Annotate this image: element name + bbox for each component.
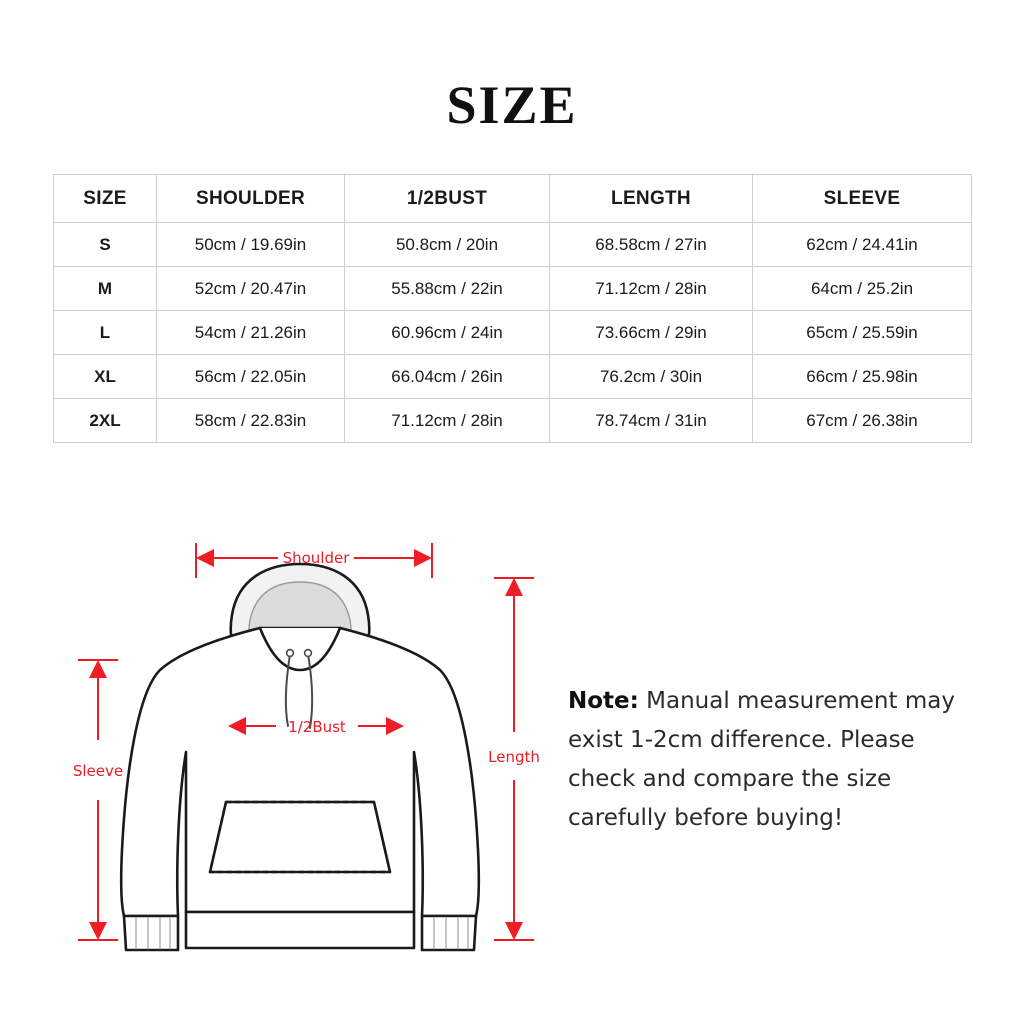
- table-row: [54, 223, 972, 267]
- cell-size: S: [54, 223, 157, 267]
- table-row: [54, 311, 972, 355]
- cell-halfbust: 55.88cm / 22in: [345, 267, 550, 311]
- cell-halfbust: 71.12cm / 28in: [345, 399, 550, 443]
- cell-sleeve: 66cm / 25.98in: [753, 355, 972, 399]
- note-text: Manual measurement may exist 1-2cm difference. Please check and compare the size carefully before buying!: [568, 688, 955, 831]
- cell-shoulder: 54cm / 21.26in: [157, 311, 345, 355]
- column-header-size: SIZE: [54, 175, 157, 223]
- cell-length: 71.12cm / 28in: [550, 267, 753, 311]
- note-block: [568, 682, 968, 838]
- cell-size: L: [54, 311, 157, 355]
- size-chart-table-container: [53, 174, 971, 443]
- cell-sleeve: 62cm / 24.41in: [753, 223, 972, 267]
- cell-length: 76.2cm / 30in: [550, 355, 753, 399]
- cell-shoulder: 52cm / 20.47in: [157, 267, 345, 311]
- table-header-row: [54, 175, 972, 223]
- label-sleeve: Sleeve: [72, 762, 124, 780]
- cell-length: 73.66cm / 29in: [550, 311, 753, 355]
- column-header-sleeve: SLEEVE: [753, 175, 972, 223]
- page-title: SIZE: [446, 75, 578, 135]
- table-row: [54, 267, 972, 311]
- cell-sleeve: 67cm / 26.38in: [753, 399, 972, 443]
- cell-shoulder: 56cm / 22.05in: [157, 355, 345, 399]
- label-shoulder: Shoulder: [282, 549, 350, 567]
- cell-sleeve: 65cm / 25.59in: [753, 311, 972, 355]
- column-header-length: LENGTH: [550, 175, 753, 223]
- cell-halfbust: 50.8cm / 20in: [345, 223, 550, 267]
- cell-shoulder: 58cm / 22.83in: [157, 399, 345, 443]
- column-header-shoulder: SHOULDER: [157, 175, 345, 223]
- sleeve-measure-arrow: [78, 660, 118, 940]
- hoodie-illustration-graphic: [121, 564, 479, 950]
- cell-length: 78.74cm / 31in: [550, 399, 753, 443]
- table-row: [54, 355, 972, 399]
- table-row: [54, 399, 972, 443]
- cell-size: M: [54, 267, 157, 311]
- size-chart-table: [53, 174, 972, 443]
- cell-sleeve: 64cm / 25.2in: [753, 267, 972, 311]
- cell-length: 68.58cm / 27in: [550, 223, 753, 267]
- hoodie-measurement-diagram: [60, 520, 540, 980]
- cell-shoulder: 50cm / 19.69in: [157, 223, 345, 267]
- label-halfbust: 1/2Bust: [288, 718, 346, 736]
- note-label: Note:: [568, 688, 639, 714]
- label-length: Length: [488, 748, 540, 766]
- cell-halfbust: 60.96cm / 24in: [345, 311, 550, 355]
- cell-size: XL: [54, 355, 157, 399]
- column-header-halfbust: 1/2BUST: [345, 175, 550, 223]
- cell-halfbust: 66.04cm / 26in: [345, 355, 550, 399]
- cell-size: 2XL: [54, 399, 157, 443]
